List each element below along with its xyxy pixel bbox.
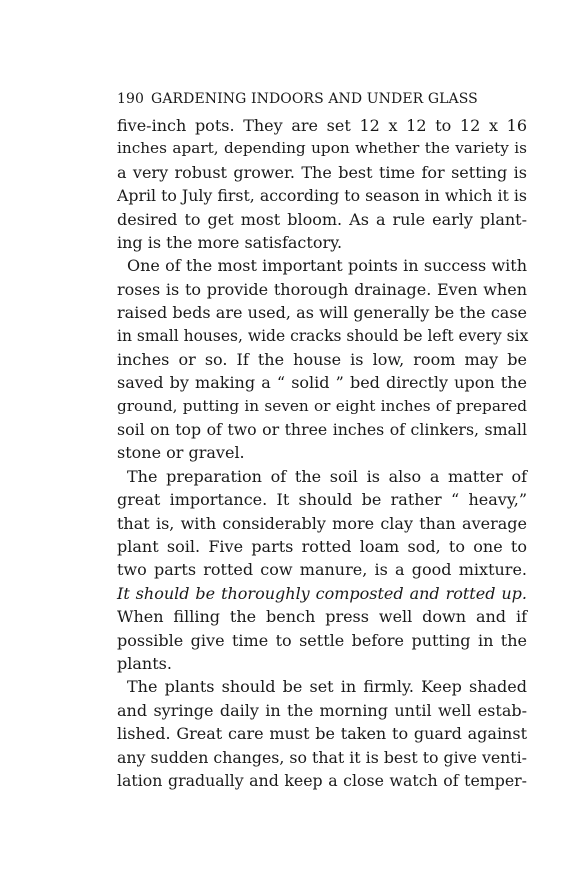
text-line: in small houses, wide cracks should be left every six [117, 326, 529, 345]
text-line: The preparation of the soil is also a matter of [127, 466, 527, 486]
text-line: and syringe daily in the morning until well estab- [117, 700, 527, 720]
text-line: The plants should be set in firmly. Keep shaded [127, 677, 527, 697]
text-line: One of the most important points in success with [127, 256, 527, 276]
text-line: It should be thoroughly composted and rotted up. [117, 583, 527, 603]
text-line: inches or so. If the house is low, room may be [117, 349, 527, 369]
text-line: any sudden changes, so that it is best to give venti- [117, 747, 527, 767]
text-line: ing is the more satisfactory. [117, 232, 343, 252]
text-line: When filling the bench press well down and if [117, 607, 527, 627]
text-line: April to July first, according to season in which it is [117, 186, 527, 206]
text-line: stone or gravel. [117, 443, 245, 463]
text-line: inches apart, depending upon whether the variety is [117, 139, 527, 158]
text-line: desired to get most bloom. As a rule early plant- [117, 209, 527, 229]
page-number: 190 [117, 91, 145, 107]
running-title: GARDENING INDOORS AND UNDER GLASS [151, 91, 478, 107]
text-line: raised beds are used, as will generally be the case [117, 303, 527, 323]
text-line: five-inch pots. They are set 12 x 12 to 12 x 16 [117, 116, 527, 135]
text-line: two parts rotted cow manure, is a good mixture. [117, 560, 527, 580]
text-line: soil on top of two or three inches of clinkers, small [117, 420, 527, 440]
text-line: a very robust grower. The best time for setting is [117, 162, 527, 182]
text-line: that is, with considerably more clay than average [117, 513, 527, 533]
text-line: lished. Great care must be taken to guard against [117, 724, 527, 744]
text-line: roses is to provide thorough drainage. Even when [117, 279, 527, 299]
text-line: ground, putting in seven or eight inches of prepared [117, 396, 527, 415]
body-text [117, 114, 527, 792]
running-head [117, 89, 527, 109]
text-line: lation gradually and keep a close watch of temper- [117, 770, 527, 790]
text-line: plants. [117, 653, 172, 673]
text-line: great importance. It should be rather “ heavy,” [117, 490, 527, 510]
text-line: saved by making a “ solid ” bed directly upon the [117, 373, 527, 393]
text-line: possible give time to settle before putting in the [117, 630, 527, 650]
text-line: plant soil. Five parts rotted loam sod, to one to [117, 537, 527, 557]
